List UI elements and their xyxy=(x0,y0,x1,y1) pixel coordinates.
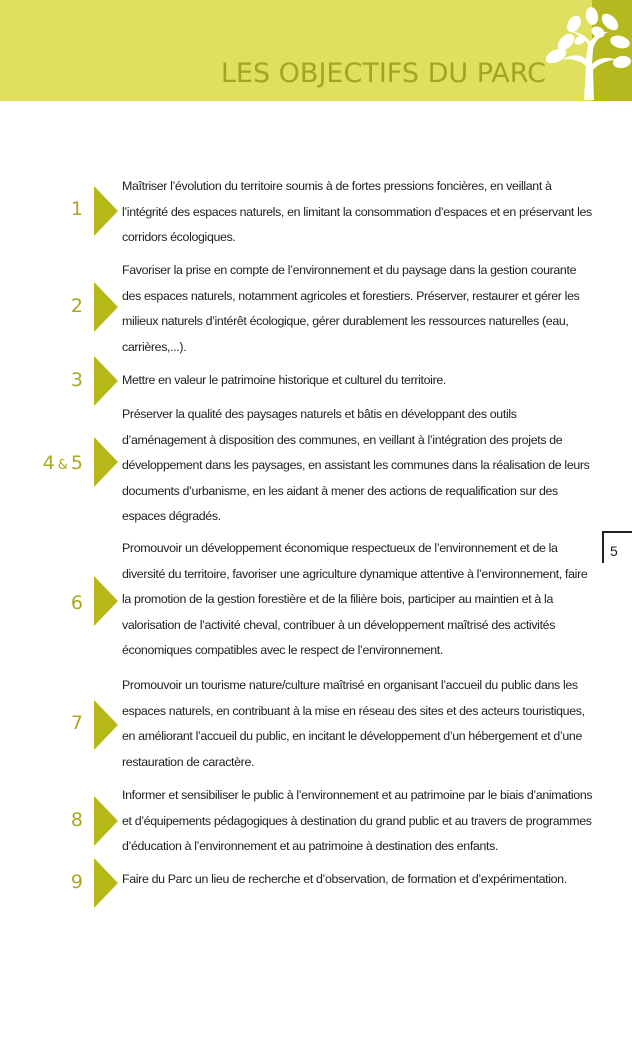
arrow-marker-icon xyxy=(94,437,118,487)
objective-number xyxy=(23,452,83,474)
objective-number-a: 4 xyxy=(42,452,55,474)
objective-number: 8 xyxy=(70,809,83,831)
objective-text: Informer et sensibiliser le public à l’environnement et au patrimoine par le biais d’animations et d’équipements pédagogiques à destination du grand public et au travers de programmes d’éducation à l’environnement et au patrimoine à destination des enfants. xyxy=(122,788,593,854)
objective-number: 9 xyxy=(70,871,83,893)
objective-number: 6 xyxy=(70,592,83,614)
objective-number-separator: & xyxy=(57,458,68,473)
objective-text: Maîtriser l’évolution du territoire soumis à de fortes pressions foncières, en veillant à l’intégrité des espaces naturels, en limitant la consommation d’espaces et en préservant les corridors écologiques. xyxy=(122,179,592,245)
objective-text: Préserver la qualité des paysages naturels et bâtis en développant des outils d’aménagement à disposition des communes, en veillant à l’intégration des projets de développement dans les paysages, en assistant les communes dans la réalisation de leurs documents d’urbanisme, en les aidant à mener des actions de requalification sur des espaces dégradés. xyxy=(122,407,590,524)
arrow-marker-icon xyxy=(94,858,118,908)
objective-text: Faire du Parc un lieu de recherche et d’observation, de formation et d’expérimentation. xyxy=(122,872,567,886)
objective-number: 7 xyxy=(70,712,83,734)
arrow-marker-icon xyxy=(94,186,118,236)
page-header xyxy=(0,0,632,101)
objective-number: 1 xyxy=(70,198,83,220)
objective-number-b: 5 xyxy=(70,452,83,474)
page-title: LES OBJECTIFS DU PARC xyxy=(220,58,546,89)
objective-text: Favoriser la prise en compte de l’environnement et du paysage dans la gestion courante des espaces naturels, notamment agricoles et forestiers. Préserver, restaurer et gérer les milieux naturels d’intérêt écologique, gérer durablement les ressources naturelles (eau, carrières,...). xyxy=(122,263,580,354)
page-number: 5 xyxy=(602,531,632,563)
objective-text: Promouvoir un développement économique respectueux de l’environnement et de la diversité du territoire, favoriser une agriculture dynamique attentive à l’environnement, faire la promotion de la gestion forestière et de la filière bois, participer au maintien et à la valorisation de l’activité cheval, contribuer à un développement maîtrisé des activités économiques compatibles avec le respect de l’environnement. xyxy=(122,541,588,658)
objective-text: Promouvoir un tourisme nature/culture maîtrisé en organisant l’accueil du public dans les espaces naturels, en contribuant à la mise en réseau des sites et des acteurs touristiques, en améliorant l’accueil du public, en incitant le développement d’un hébergement et d’une restauration de caractère. xyxy=(122,678,585,769)
arrow-marker-icon xyxy=(94,282,118,332)
arrow-marker-icon xyxy=(94,796,118,846)
arrow-marker-icon xyxy=(94,576,118,626)
arrow-marker-icon xyxy=(94,700,118,750)
arrow-marker-icon xyxy=(94,356,118,406)
tree-icon xyxy=(536,4,632,100)
objective-number: 3 xyxy=(70,369,83,391)
objective-text: Mettre en valeur le patrimoine historique et culturel du territoire. xyxy=(122,373,446,387)
objective-number: 2 xyxy=(70,295,83,317)
